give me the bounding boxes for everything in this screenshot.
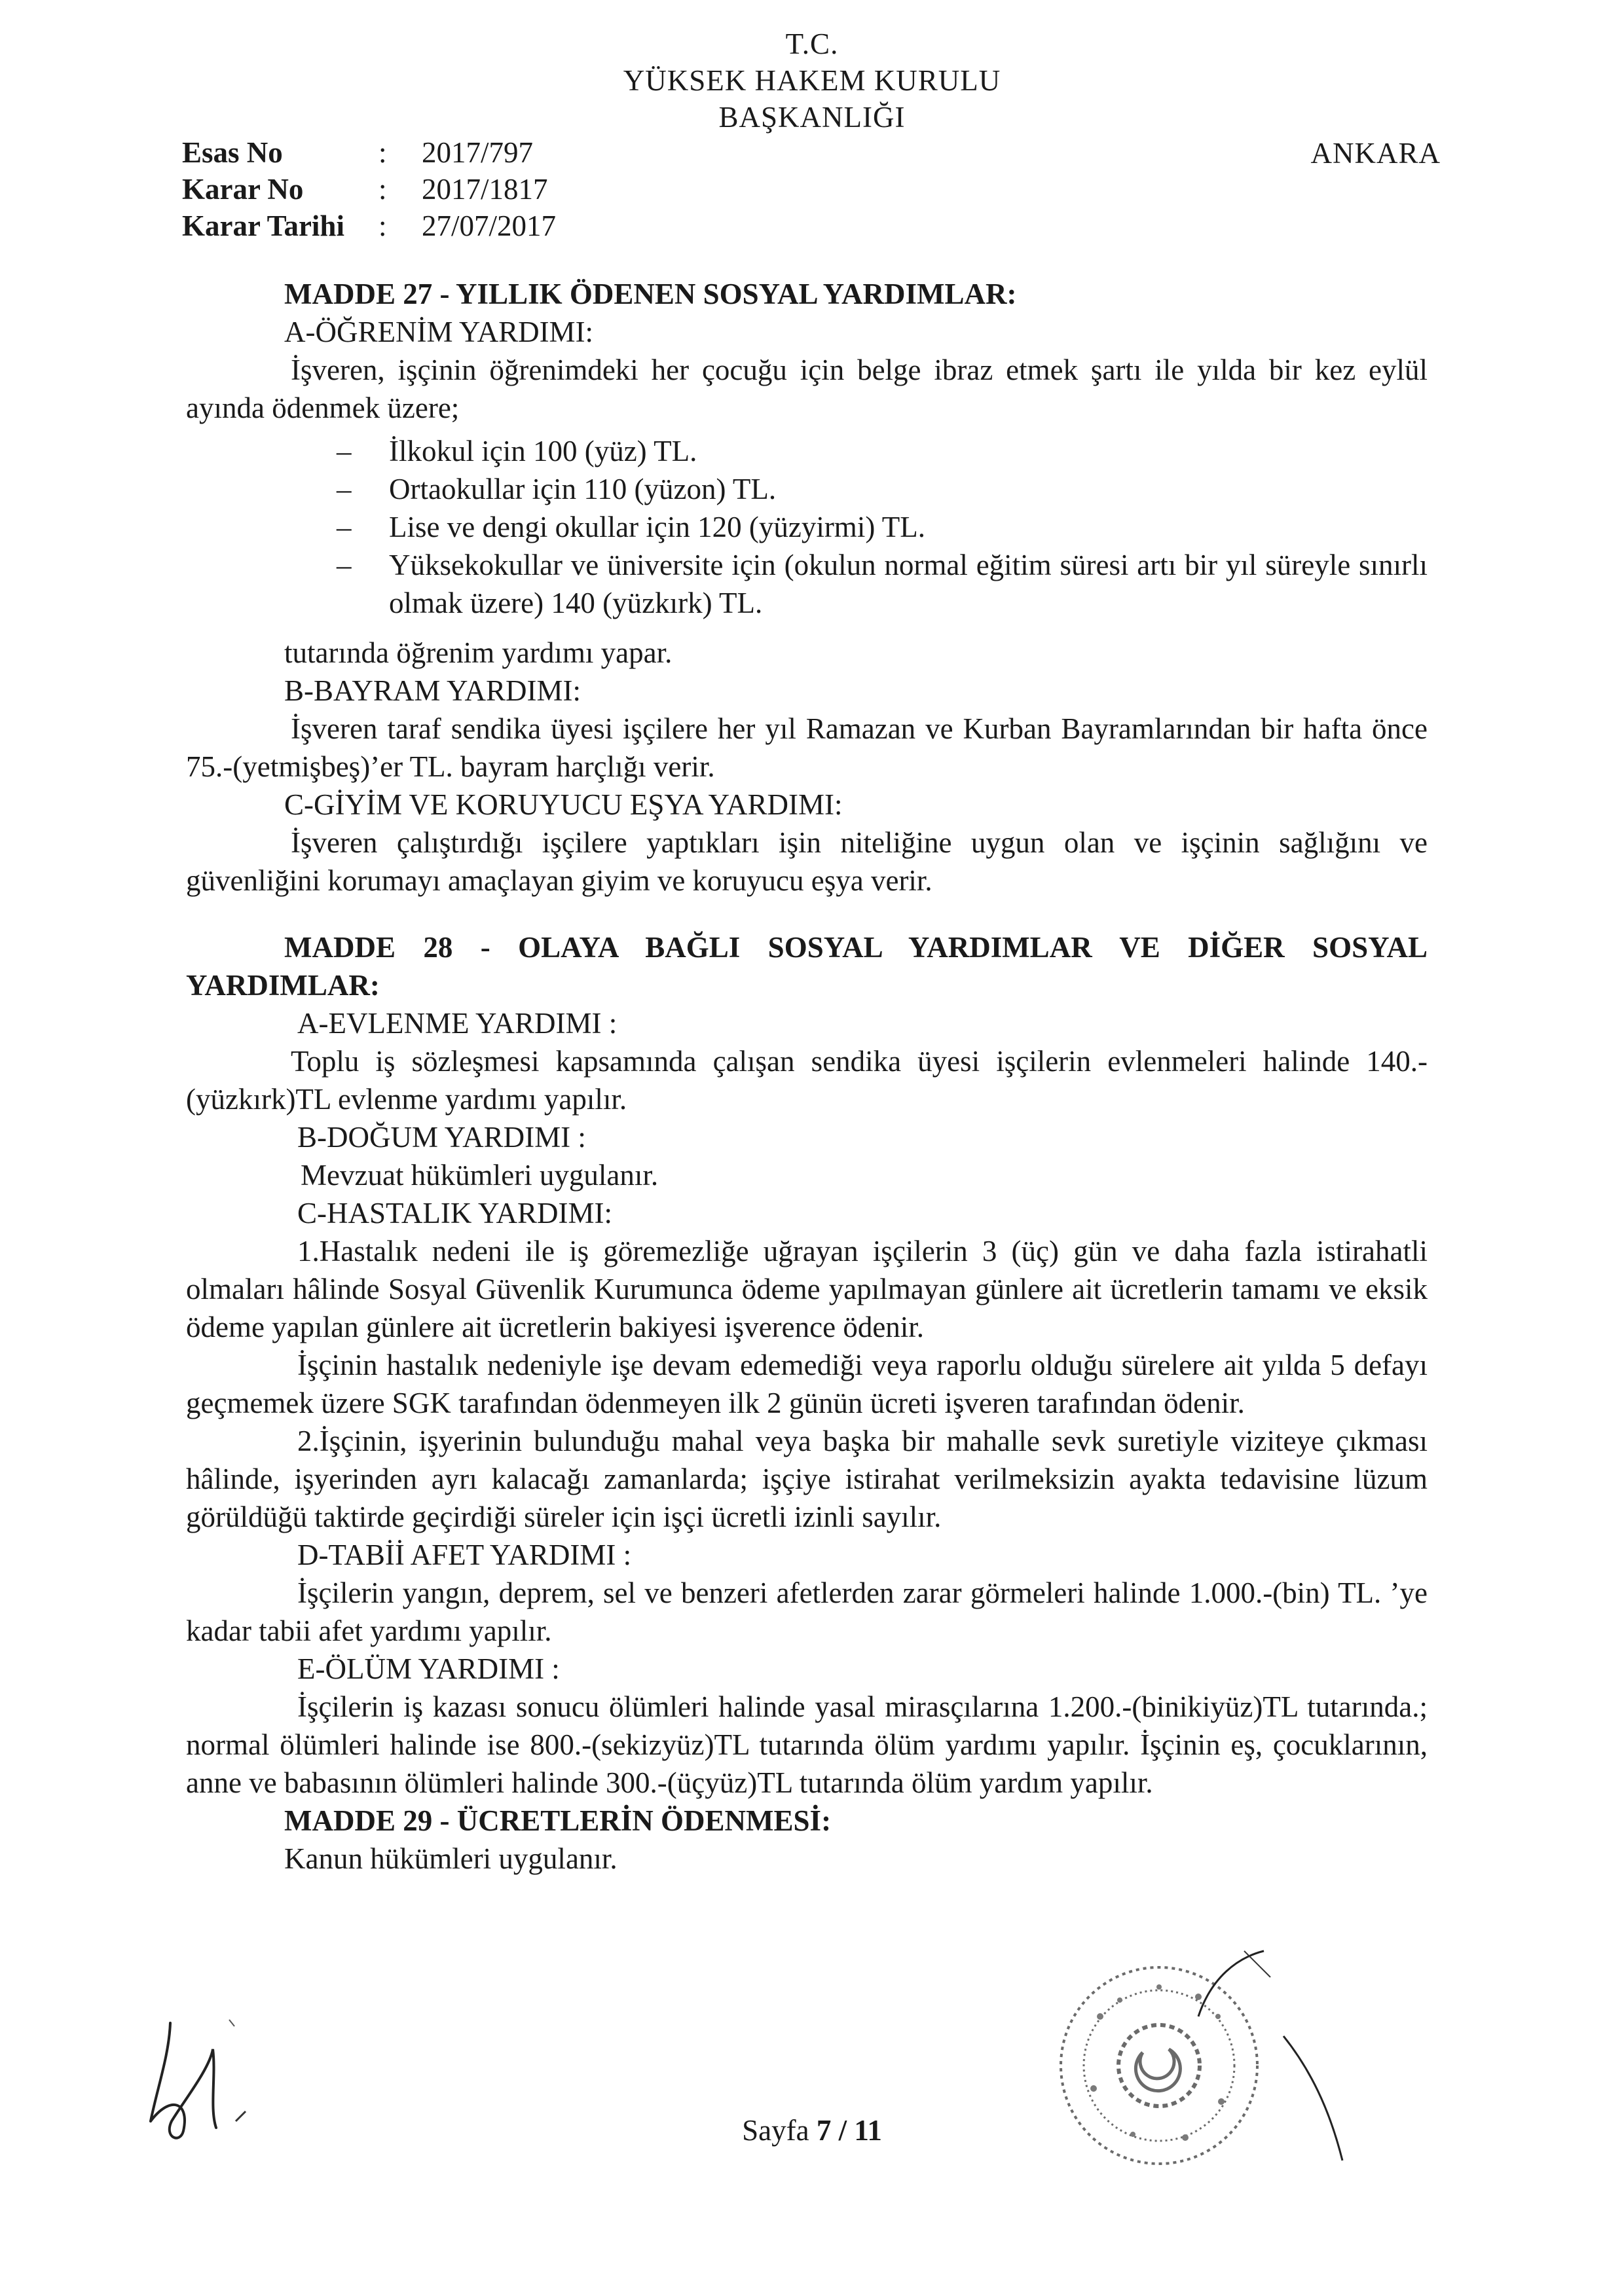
- meta-row-esas: Esas No : 2017/797: [182, 134, 556, 171]
- madde28-title: MADDE 28 - OLAYA BAĞLI SOSYAL YARDIMLAR VE DİĞER SOSYAL YARDIMLAR:: [186, 931, 1428, 1002]
- header-tc: T.C.: [785, 27, 839, 60]
- meta-value: 2017/797: [422, 136, 534, 169]
- madde28-a-text: Toplu iş sözleşmesi kapsamında çalışan sendika üyesi işçilerin evlenmeleri halinde 140.-(yüzkırk)TL evlenme yardımı yapılır.: [186, 1045, 1428, 1116]
- page-total: 11: [854, 2114, 882, 2147]
- madde29-title: MADDE 29 - ÜCRETLERİN ÖDENMESİ:: [284, 1804, 832, 1837]
- page-separator: /: [838, 2114, 847, 2147]
- madde28-c-text3: 2.İşçinin, işyerinin bulunduğu mahal veya başka bir mahalle sevk suretiyle viziteye çıkması hâlinde, işyerinden ayrı kalacağı zamanlarda; işçiye istirahat verilmeksizin ayakta tedavisine lüzum görüldüğü taktirde geçirdiği süreler için işçi ücretli izinli sayılır.: [186, 1425, 1428, 1533]
- header-department: BAŞKANLIĞI: [718, 101, 906, 134]
- meta-label: Karar No: [182, 173, 304, 206]
- madde28-b-title: B-DOĞUM YARDIMI :: [297, 1121, 586, 1154]
- madde28-d-text: İşçilerin yangın, deprem, sel ve benzeri afetlerden zarar görmeleri halinde 1.000.-(bin) TL. ’ye kadar tabii afet yardımı yapılır.: [186, 1576, 1428, 1647]
- meta-label: Karar Tarihi: [182, 210, 344, 242]
- header-city: ANKARA: [1310, 137, 1441, 170]
- list-item: – Yüksekokullar ve üniversite için (okulun normal eğitim süresi artı bir yıl süreyle sınırlı olmak üzere) 140 (yüzkırk) TL.: [337, 546, 1428, 622]
- list-item: – İlkokul için 100 (yüz) TL.: [337, 432, 1428, 470]
- madde27-title: MADDE 27 - YILLIK ÖDENEN SOSYAL YARDIMLAR:: [284, 278, 1017, 310]
- madde28-c-text2: İşçinin hastalık nedeniyle işe devam edemediği veya raporlu olduğu sürelere ait yılda 5 defayı geçmemek üzere SGK tarafından ödenmeyen ilk 2 günün ücreti işveren tarafından ödenir.: [186, 1349, 1428, 1419]
- meta-row-tarih: Karar Tarihi : 27/07/2017: [182, 208, 556, 244]
- madde28-c-title: C-HASTALIK YARDIMI:: [297, 1197, 612, 1230]
- madde27-b-title: B-BAYRAM YARDIMI:: [284, 674, 581, 707]
- madde27-c-title: C-GİYİM VE KORUYUCU EŞYA YARDIMI:: [284, 788, 843, 821]
- document-body: [186, 275, 1428, 1878]
- meta-block: [182, 134, 556, 244]
- list-item: – Ortaokullar için 110 (yüzon) TL.: [337, 470, 1428, 508]
- page-current: 7: [816, 2114, 832, 2147]
- list-item: – Lise ve dengi okullar için 120 (yüzyirmi) TL.: [337, 508, 1428, 546]
- madde27-c-text: İşveren çalıştırdığı işçilere yaptıkları işin niteliğine uygun olan ve işçinin sağlığını ve güvenliğini korumayı amaçlayan giyim ve koruyucu eşya verir.: [186, 826, 1428, 897]
- madde27-a-title: A-ÖĞRENİM YARDIMI:: [284, 316, 594, 348]
- madde27-a-intro: İşveren, işçinin öğrenimdeki her çocuğu için belge ibraz etmek şartı ile yılda bir kez eylül ayında ödenmek üzere;: [186, 354, 1428, 424]
- madde28-a-title: A-EVLENME YARDIMI :: [297, 1007, 618, 1040]
- meta-value: 2017/1817: [422, 173, 548, 206]
- madde28-c-text1: 1.Hastalık nedeni ile iş göremezliğe uğrayan işçilerin 3 (üç) gün ve daha fazla istirahatli olmaları hâlinde Sosyal Güvenlik Kurumunca ödeme yapılmayan günlere ait ücretlerin tamamı ve eksik ödeme yapılan günlere ait ücretlerin bakiyesi işverence ödenir.: [186, 1235, 1428, 1343]
- meta-row-karar: Karar No : 2017/1817: [182, 171, 556, 208]
- meta-label: Esas No: [182, 136, 283, 169]
- education-aid-list: [186, 432, 1428, 622]
- madde27-a-outro: tutarında öğrenim yardımı yapar.: [284, 636, 673, 669]
- meta-value: 27/07/2017: [422, 210, 557, 242]
- header-institution: YÜKSEK HAKEM KURULU: [623, 64, 1001, 97]
- madde28-e-title: E-ÖLÜM YARDIMI :: [297, 1652, 560, 1685]
- page-number: [0, 2113, 1624, 2147]
- madde28-b-text: Mevzuat hükümleri uygulanır.: [301, 1159, 659, 1192]
- madde28-d-title: D-TABİİ AFET YARDIMI :: [297, 1539, 632, 1571]
- page-prefix: Sayfa: [742, 2114, 809, 2147]
- madde28-e-text: İşçilerin iş kazası sonucu ölümleri halinde yasal mirasçılarına 1.200.-(binikiyüz)TL tutarında.; normal ölümleri halinde ise 800.-(sekizyüz)TL tutarında ölüm yardımı yapılır. İşçinin eş, çocuklarının, anne ve babasının ölümleri halinde 300.-(üçyüz)TL tutarında ölüm yardım yapılır.: [186, 1690, 1428, 1799]
- madde29-text: Kanun hükümleri uygulanır.: [284, 1842, 618, 1875]
- madde27-b-text: İşveren taraf sendika üyesi işçilere her yıl Ramazan ve Kurban Bayramlarından bir hafta önce 75.-(yetmişbeş)’er TL. bayram harçlığı verir.: [186, 712, 1428, 783]
